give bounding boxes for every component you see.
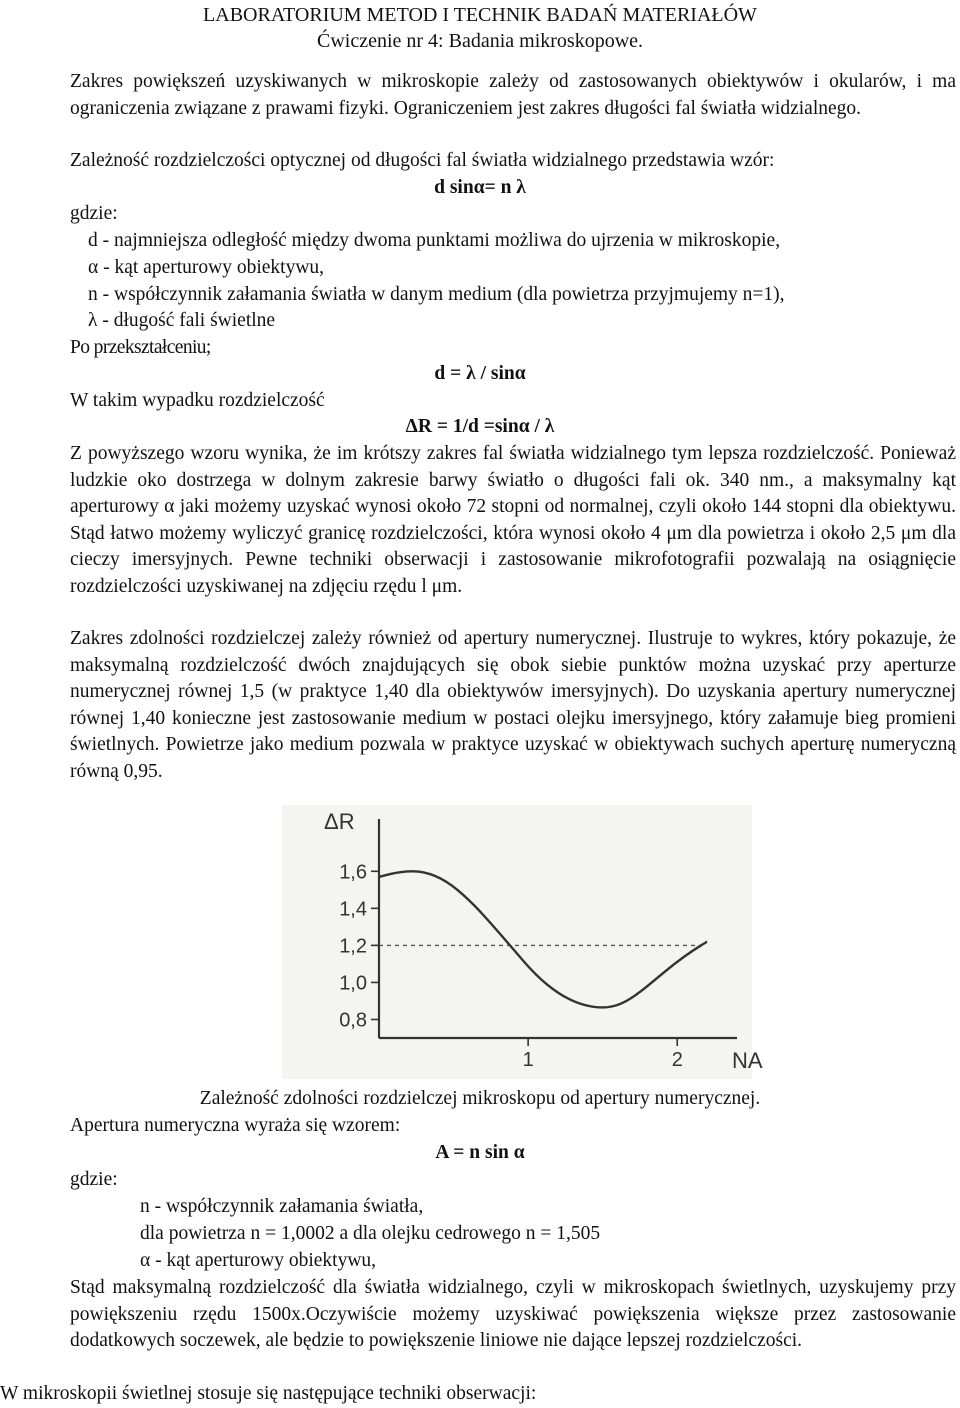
definition-n: n - współczynnik załamania światła w danym medium (dla powietrza przyjmujemy n=1),: [88, 284, 785, 305]
aperture-definition-alpha: α - kąt aperturowy obiektywu,: [140, 1250, 377, 1271]
chart-svg: [282, 805, 763, 1079]
series-curve: [379, 871, 707, 1007]
figure-caption: Zależność zdolności rozdzielczej mikroskopu od apertury numerycznej.: [199, 1088, 761, 1109]
resolution-label: W takim wypadku rozdzielczość: [70, 390, 325, 411]
aperture-intro: Apertura numeryczna wyraża się wzorem:: [70, 1115, 401, 1136]
formula-d: d = λ / sinα: [434, 363, 526, 384]
formula-intro: Zależność rozdzielczości optycznej od długości fal światła widzialnego przedstawia wzór:: [70, 150, 775, 171]
formula-delta-r: ΔR = 1/d =sinα / λ: [405, 416, 555, 437]
x-tick-label: 2: [671, 1049, 683, 1071]
y-tick-label: 1,6: [339, 861, 367, 884]
exercise-subtitle: Ćwiczenie nr 4: Badania mikroskopowe.: [316, 30, 644, 52]
definition-d: d - najmniejsza odległość między dwoma punktami możliwa do ujrzenia w mikroskopie,: [88, 230, 781, 251]
transform-label: Po przekształceniu;: [70, 337, 211, 358]
y-tick-label: 0,8: [339, 1009, 367, 1032]
x-tick-label: 1: [522, 1049, 534, 1071]
y-tick-label: 1,0: [339, 972, 367, 995]
y-tick-label: 1,4: [339, 898, 367, 921]
aperture-where-label: gdzie:: [70, 1169, 118, 1190]
formula-resolution: d sinα= n λ: [434, 177, 526, 198]
definition-lambda: λ - długość fali świetlne: [88, 310, 276, 331]
aperture-paragraph: Zakres zdolności rozdzielczej zależy również od apertury numerycznej. Ilustruje to wykres, który pokazuje, że maksymalną rozdzielczość dwóch znajdujących się obok siebie punktów można uzyskać przy aperturze numerycznej równej 1,5 (w praktyce 1,40 dla obiektywów imersyjnych). Do uzyskania apertury numerycznej równej 1,40 konieczne jest zastosowanie medium w postaci olejku imersyjnego, który załamuje bieg promieni świetlnych. Powietrze jako medium pozwala w praktyce uzyskać w obiektywach suchych aperturę numeryczną równą 0,95.: [70, 628, 956, 782]
aperture-definition-values: dla powietrza n = 1,0002 a dla olejku cedrowego n = 1,505: [140, 1223, 601, 1244]
conclusion-paragraph: Stąd maksymalną rozdzielczość dla światła widzialnego, czyli w mikroskopach świetlnych, uzyskujemy przy powiększeniu rzędu 1500x.Oczywiście możemy uzyskiwać powiększenia większe przez zastosowanie dodatkowych soczewek, ale będzie to powiększenie liniowe nie dające lepszej rozdzielczości.: [70, 1277, 956, 1351]
y-tick-label: 1,2: [339, 935, 367, 958]
x-axis-label: NA: [732, 1048, 763, 1073]
intro-paragraph: Zakres powiększeń uzyskiwanych w mikroskopie zależy od zastosowanych obiektywów i okularów, i ma ograniczenia związane z prawami fizyki. Ograniczeniem jest zakres długości fal światła widzialnego.: [70, 71, 956, 119]
resolution-chart: [282, 805, 763, 1079]
where-label: gdzie:: [70, 203, 118, 224]
closing-line: W mikroskopii świetlnej stosuje się następujące techniki obserwacji:: [0, 1383, 537, 1404]
definition-alpha: α - kąt aperturowy obiektywu,: [88, 257, 325, 278]
document-title: LABORATORIUM METOD I TECHNIK BADAŃ MATERIAŁÓW: [203, 4, 757, 26]
aperture-definition-n: n - współczynnik załamania światła,: [140, 1196, 424, 1217]
y-axis-label: ΔR: [324, 809, 355, 834]
formula-aperture: A = n sin α: [435, 1142, 525, 1163]
resolution-paragraph: Z powyższego wzoru wynika, że im krótszy zakres fal światła widzialnego tym lepsza rozdzielczość. Ponieważ ludzkie oko dostrzega w dolnym zakresie barwy światło o długości fali ok. 340 nm., a maksymalny kąt aperturowy α jaki możemy uzyskać wynosi około 72 stopni od normalnej, czyli około 144 stopni dla obiektywu. Stąd łatwo możemy wyliczyć granicę rozdzielczości, która wynosi około 4 μm dla powietrza i około 2,5 μm dla cieczy imersyjnych. Pewne techniki obserwacji i zastosowanie mikrofotografii pozwalają na osiągnięcie rozdzielczości uzyskiwanej na zdjęciu rzędu l μm.: [70, 443, 956, 597]
